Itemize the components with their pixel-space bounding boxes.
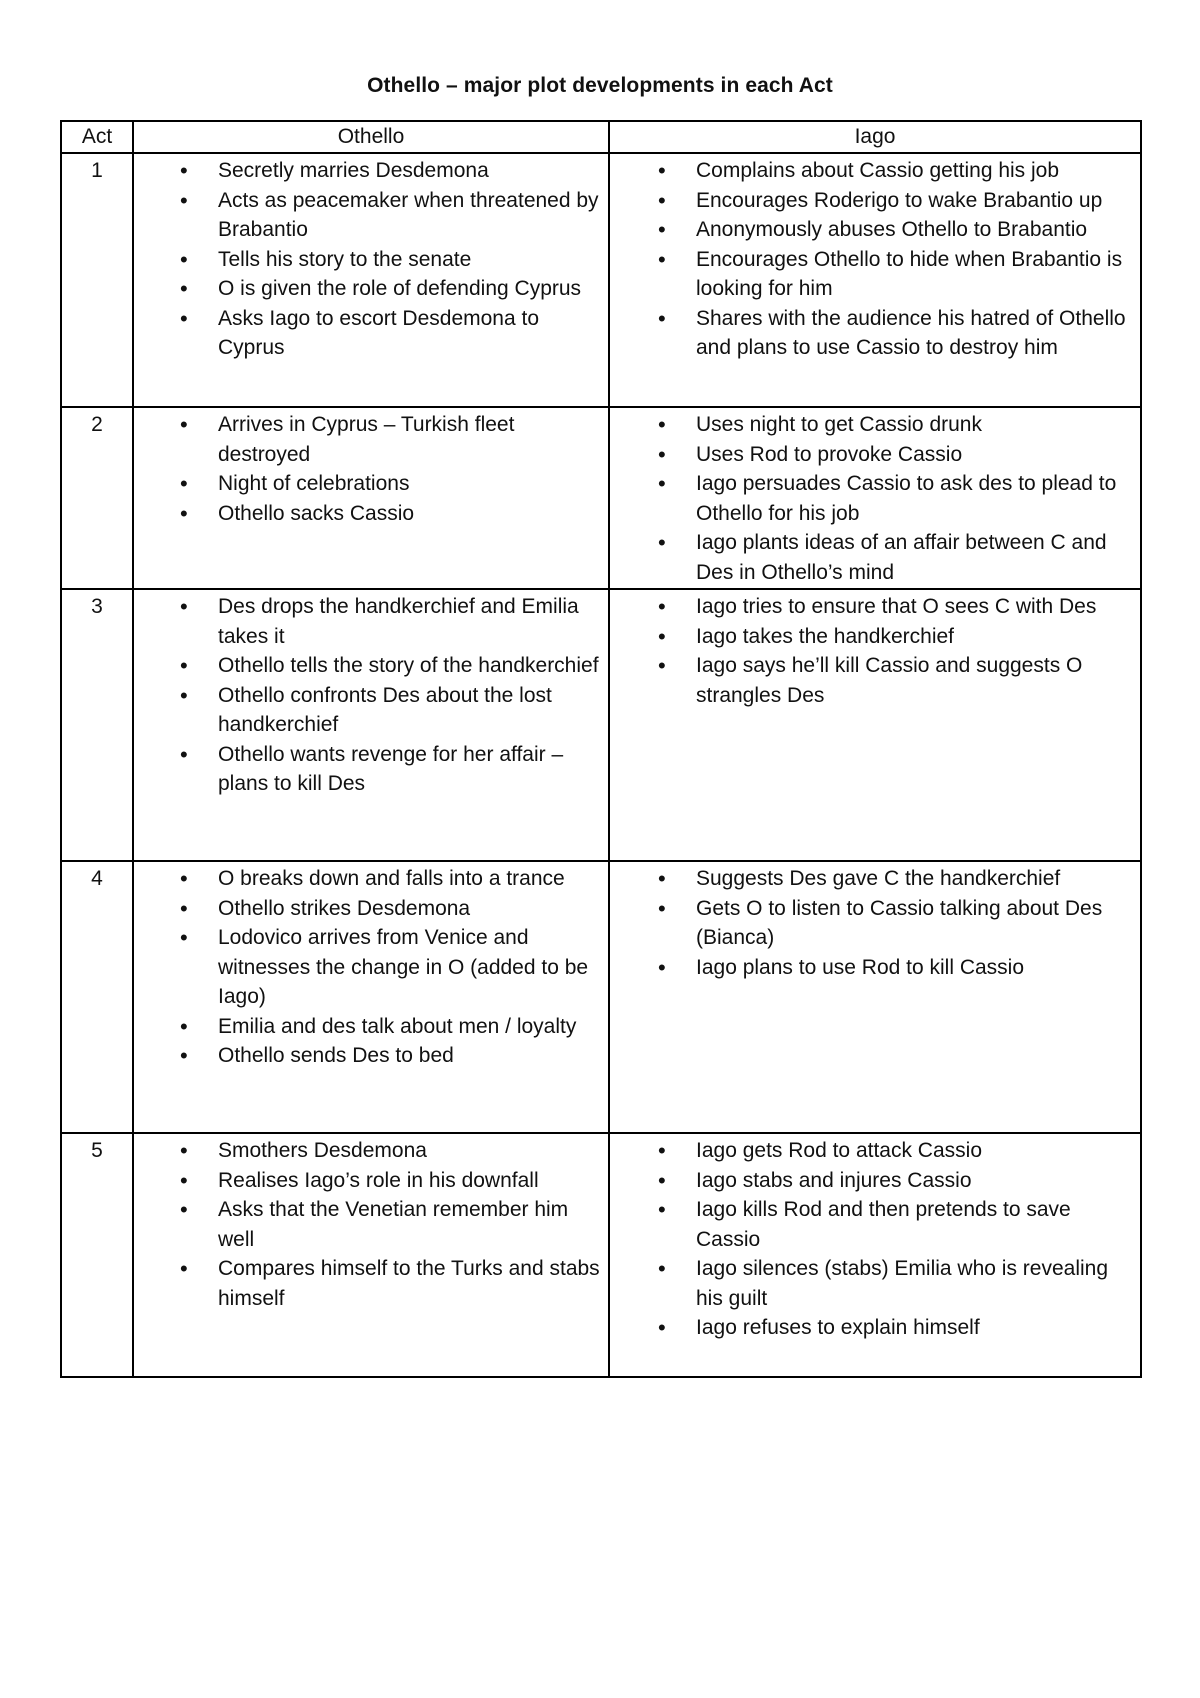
othello-list bbox=[134, 592, 608, 799]
iago-list bbox=[610, 156, 1140, 363]
list-item: • Encourages Roderigo to wake Brabantio up bbox=[696, 186, 1134, 216]
list-item: • Iago gets Rod to attack Cassio bbox=[696, 1136, 1134, 1166]
header-othello: Othello bbox=[133, 121, 609, 153]
othello-cell bbox=[133, 589, 609, 861]
table-row bbox=[61, 153, 1141, 407]
iago-list bbox=[610, 1136, 1140, 1343]
table-header-row bbox=[61, 121, 1141, 153]
list-item: • Tells his story to the senate bbox=[218, 245, 602, 275]
list-item: • Iago refuses to explain himself bbox=[696, 1313, 1134, 1343]
list-item: • Othello confronts Des about the lost handkerchief bbox=[218, 681, 602, 740]
list-item: • Compares himself to the Turks and stabs himself bbox=[218, 1254, 602, 1313]
act-number: 1 bbox=[61, 153, 133, 407]
list-item: • Asks Iago to escort Desdemona to Cyprus bbox=[218, 304, 602, 363]
list-item: • Othello strikes Desdemona bbox=[218, 894, 602, 924]
act-number: 5 bbox=[61, 1133, 133, 1377]
list-item: • Iago takes the handkerchief bbox=[696, 622, 1134, 652]
act-number: 4 bbox=[61, 861, 133, 1133]
list-item: • Asks that the Venetian remember him well bbox=[218, 1195, 602, 1254]
list-item: • Suggests Des gave C the handkerchief bbox=[696, 864, 1134, 894]
list-item: • Iago silences (stabs) Emilia who is revealing his guilt bbox=[696, 1254, 1134, 1313]
iago-cell bbox=[609, 153, 1141, 407]
list-item: • Othello wants revenge for her affair – plans to kill Des bbox=[218, 740, 602, 799]
list-item: • Iago plants ideas of an affair between C and Des in Othello’s mind bbox=[696, 528, 1134, 587]
list-item: • Shares with the audience his hatred of Othello and plans to use Cassio to destroy him bbox=[696, 304, 1134, 363]
list-item: • Lodovico arrives from Venice and witnesses the change in O (added to be Iago) bbox=[218, 923, 602, 1012]
othello-list bbox=[134, 1136, 608, 1313]
list-item: • Iago plans to use Rod to kill Cassio bbox=[696, 953, 1134, 983]
act-number: 2 bbox=[61, 407, 133, 589]
iago-cell bbox=[609, 407, 1141, 589]
list-item: • Smothers Desdemona bbox=[218, 1136, 602, 1166]
othello-cell bbox=[133, 153, 609, 407]
list-item: • Othello tells the story of the handkerchief bbox=[218, 651, 602, 681]
iago-list bbox=[610, 864, 1140, 982]
list-item: • Uses Rod to provoke Cassio bbox=[696, 440, 1134, 470]
table-row bbox=[61, 861, 1141, 1133]
list-item: • Othello sacks Cassio bbox=[218, 499, 602, 529]
list-item: • Iago persuades Cassio to ask des to plead to Othello for his job bbox=[696, 469, 1134, 528]
iago-list bbox=[610, 410, 1140, 587]
iago-cell bbox=[609, 861, 1141, 1133]
iago-cell bbox=[609, 589, 1141, 861]
othello-list bbox=[134, 864, 608, 1071]
list-item: • Uses night to get Cassio drunk bbox=[696, 410, 1134, 440]
page-title: Othello – major plot developments in each Act bbox=[367, 74, 833, 97]
list-item: • Arrives in Cyprus – Turkish fleet destroyed bbox=[218, 410, 602, 469]
list-item: • Night of celebrations bbox=[218, 469, 602, 499]
act-number: 3 bbox=[61, 589, 133, 861]
othello-list bbox=[134, 410, 608, 528]
list-item: • Iago kills Rod and then pretends to save Cassio bbox=[696, 1195, 1134, 1254]
header-act: Act bbox=[61, 121, 133, 153]
list-item: • O is given the role of defending Cyprus bbox=[218, 274, 602, 304]
iago-list bbox=[610, 592, 1140, 710]
list-item: • Realises Iago’s role in his downfall bbox=[218, 1166, 602, 1196]
table-row bbox=[61, 1133, 1141, 1377]
list-item: • Othello sends Des to bed bbox=[218, 1041, 602, 1071]
list-item: • Acts as peacemaker when threatened by Brabantio bbox=[218, 186, 602, 245]
othello-cell bbox=[133, 861, 609, 1133]
othello-cell bbox=[133, 1133, 609, 1377]
list-item: • Encourages Othello to hide when Brabantio is looking for him bbox=[696, 245, 1134, 304]
list-item: • Gets O to listen to Cassio talking about Des (Bianca) bbox=[696, 894, 1134, 953]
list-item: • Complains about Cassio getting his job bbox=[696, 156, 1134, 186]
table-row bbox=[61, 407, 1141, 589]
othello-list bbox=[134, 156, 608, 363]
list-item: • O breaks down and falls into a trance bbox=[218, 864, 602, 894]
list-item: • Iago stabs and injures Cassio bbox=[696, 1166, 1134, 1196]
plot-table bbox=[60, 120, 1142, 1378]
table-row bbox=[61, 589, 1141, 861]
iago-cell bbox=[609, 1133, 1141, 1377]
othello-cell bbox=[133, 407, 609, 589]
header-iago: Iago bbox=[609, 121, 1141, 153]
list-item: • Secretly marries Desdemona bbox=[218, 156, 602, 186]
list-item: • Emilia and des talk about men / loyalty bbox=[218, 1012, 602, 1042]
list-item: • Iago says he’ll kill Cassio and suggests O strangles Des bbox=[696, 651, 1134, 710]
list-item: • Iago tries to ensure that O sees C with Des bbox=[696, 592, 1134, 622]
list-item: • Anonymously abuses Othello to Brabantio bbox=[696, 215, 1134, 245]
list-item: • Des drops the handkerchief and Emilia takes it bbox=[218, 592, 602, 651]
